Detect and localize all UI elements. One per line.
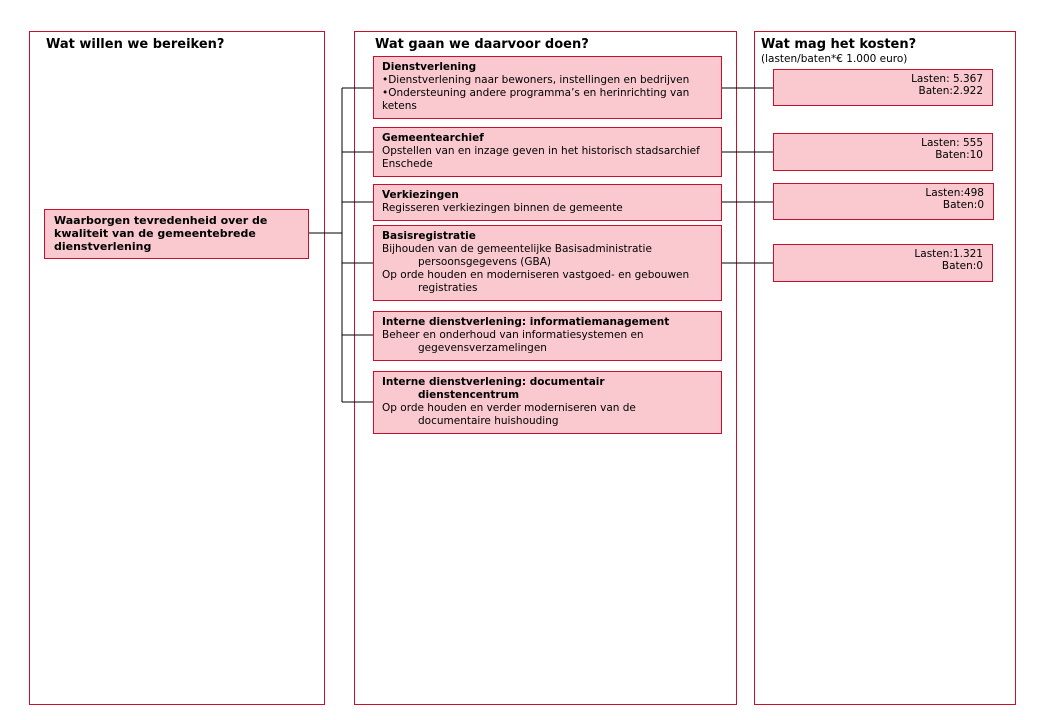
action-gemeentearchief bbox=[373, 127, 722, 177]
action-line: Bijhouden van de gemeentelijke Basisadministratie bbox=[382, 243, 652, 255]
action-line: persoonsgegevens (GBA) bbox=[418, 256, 551, 268]
action-title: Verkiezingen bbox=[382, 189, 459, 201]
action-title: Dienstverlening bbox=[382, 61, 477, 73]
action-line: Opstellen van en inzage geven in het historisch stadsarchief Enschede bbox=[382, 145, 700, 170]
action-verkiezingen bbox=[373, 184, 722, 221]
cost-baten: Baten:0 bbox=[942, 199, 984, 211]
goals-column bbox=[29, 31, 325, 705]
action-title: Interne dienstverlening: informatiemanagement bbox=[382, 316, 670, 328]
action-line: documentaire huishouding bbox=[418, 415, 559, 427]
action-dienstverlening bbox=[373, 56, 722, 119]
goal-box: Waarborgen tevredenheid over de kwaliteit van de gemeentebrede dienstverlening bbox=[44, 209, 309, 259]
action-basisregistratie bbox=[373, 225, 722, 301]
cost-box-dienstverlening bbox=[773, 69, 993, 106]
costs-subtitle: (lasten/baten*€ 1.000 euro) bbox=[761, 53, 908, 65]
action-title-cont: dienstencentrum bbox=[418, 389, 520, 401]
cost-lasten: Lasten: 555 bbox=[921, 137, 983, 149]
action-line: Beheer en onderhoud van informatiesystemen en bbox=[382, 329, 644, 341]
cost-box-basisregistratie bbox=[773, 244, 993, 282]
action-line: Op orde houden en verder moderniseren van de bbox=[382, 402, 636, 414]
cost-box-verkiezingen bbox=[773, 183, 994, 220]
action-line: Op orde houden en moderniseren vastgoed- en gebouwen bbox=[382, 269, 690, 281]
cost-box-gemeentearchief bbox=[773, 133, 993, 171]
cost-baten: Baten:2.922 bbox=[918, 85, 983, 97]
cost-baten: Baten:0 bbox=[941, 260, 983, 272]
cost-baten: Baten:10 bbox=[935, 149, 983, 161]
costs-title: Wat mag het kosten? bbox=[761, 37, 917, 52]
action-line: Regisseren verkiezingen binnen de gemeente bbox=[382, 202, 623, 214]
actions-title: Wat gaan we daarvoor doen? bbox=[375, 37, 589, 52]
goals-title: Wat willen we bereiken? bbox=[46, 37, 225, 52]
action-informatiemanagement bbox=[373, 311, 722, 361]
action-title: Basisregistratie bbox=[382, 230, 476, 242]
action-line: •Dienstverlening naar bewoners, instellingen en bedrijven bbox=[382, 74, 690, 86]
action-title: Gemeentearchief bbox=[382, 132, 484, 144]
cost-lasten: Lasten:498 bbox=[925, 187, 984, 199]
action-line: registraties bbox=[418, 282, 478, 294]
cost-lasten: Lasten: 5.367 bbox=[911, 73, 983, 85]
action-line: gegevensverzamelingen bbox=[418, 342, 547, 354]
action-line: •Ondersteuning andere programma’s en herinrichting van ketens bbox=[382, 87, 690, 112]
cost-lasten: Lasten:1.321 bbox=[914, 248, 983, 260]
action-documentair-dienstencentrum bbox=[373, 371, 722, 434]
action-title: Interne dienstverlening: documentair bbox=[382, 376, 605, 388]
